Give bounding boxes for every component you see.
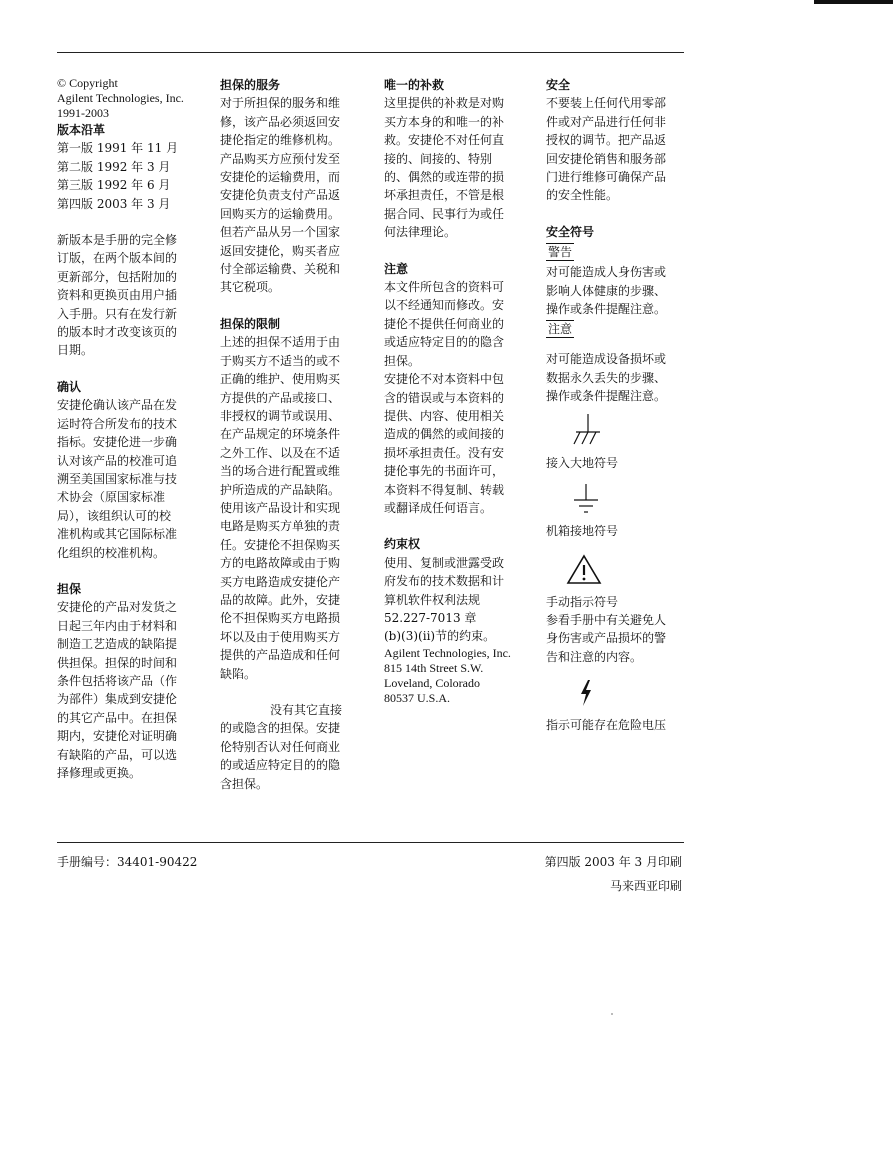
manual-part-number: 手册编号：34401-90422 xyxy=(57,855,198,869)
warning-text: 对可能造成人身伤害或 影响人体健康的步骤、 操作或条件提醒注意。 xyxy=(546,265,667,317)
scan-speck xyxy=(611,1013,613,1015)
warranty-heading: 担保 xyxy=(57,581,82,596)
bottom-rule xyxy=(57,842,684,843)
print-location: 马来西亚印刷 xyxy=(609,879,682,893)
rights-heading: 约束权 xyxy=(384,537,421,552)
safety-symbols-heading: 安全符号 xyxy=(546,224,595,239)
corner-mark xyxy=(814,0,893,4)
column-2 xyxy=(220,76,370,793)
rights-text: 使用、复制或泄露受政 府发布的技术数据和计 算机软件权利法规 52.227-7013 章 (b)(3)(ii)节的约束。 xyxy=(384,555,505,644)
high-voltage-icon xyxy=(564,676,604,710)
column-3 xyxy=(384,76,534,706)
remedy-heading: 唯一的补救 xyxy=(384,78,445,92)
manual-symbol-label: 手动指示符号 xyxy=(546,594,619,609)
warning-label: 警告 xyxy=(548,245,573,260)
print-date: 第四版 2003 年 3 月印刷 xyxy=(544,855,682,869)
column-4 xyxy=(546,76,696,735)
caution-text: 对可能造成设备损坏或 数据永久丢失的步骤、 操作或条件提醒注意。 xyxy=(546,352,667,404)
column-1 xyxy=(57,76,207,782)
earth-ground-label: 接入大地符号 xyxy=(546,455,619,470)
certification-text: 安捷伦确认该产品在发 运时符合所发布的技术 指标。安捷伦进一步确 认对该产品的校准可追 溯至美国国家标准与技 术协会（原国家标准 局），该组织认可的校 准机构或其它国际标准 化组织的校准机构。 xyxy=(57,398,178,560)
notice-text: 本文件所包含的资料可 以不经通知而修改。安 捷伦不提供任何商业的 或适应特定目的的隐含 担保。 安捷伦不对本资料中包 含的错误或与本资料的 提供、内容、使用相关 造成的偶然的或间接的 损坏承担责任。没有安 捷伦事先的书面许可， 本资料不得复制、转载 或翻译成任何语言。 xyxy=(384,280,505,515)
chassis-ground-icon xyxy=(564,482,604,516)
caution-triangle-icon xyxy=(564,553,604,587)
copyright-text: © Copyright Agilent Technologies, Inc. 1991-2003 xyxy=(57,76,184,120)
edition-heading: 版本沿革 xyxy=(57,123,106,137)
limitation-heading: 担保的限制 xyxy=(220,316,281,331)
voltage-symbol-label: 指示可能存在危险电压 xyxy=(546,718,667,733)
edition-note: 新版本是手册的完全修 订版，在两个版本间的 更新部分，包括附加的 资料和更换页由用户插 入手册。只有在发行新 的版本时才改变该页的 日期。 xyxy=(57,233,178,358)
address-text: Agilent Technologies, Inc. 815 14th Street S.W. Loveland, Colorado 80537 U.S.A. xyxy=(384,645,511,705)
safety-text: 不要装上任何代用零部 件或对产品进行任何非 授权的调节。把产品返 回安捷伦销售和服务部 门进行维修可确保产品 的安全性能。 xyxy=(546,96,667,203)
edition-list: 第一版 1991 年 11 月 第二版 1992 年 3 月 第三版 1992 年 6 月 第四版 2003 年 3 月 xyxy=(57,141,179,211)
limitation-text: 上述的担保不适用于由 于购买方不适当的或不 正确的维护、使用购买 方提供的产品或接口、 非授权的调节或误用、 在产品规定的环境条件 之外工作、以及在不适 当的场合进行配置或维 护所造成的产品缺陷。 使用该产品设计和实现 电路是购买方单独的责 任。安捷伦不担保购买 方的电路故障或由于购 买方电路造成安捷伦产 品的故障。此外，安捷 伦不担保购买方电路损 坏以及由于使用购买方 提供的产品造成和任何 缺陷。 xyxy=(220,335,341,681)
safety-heading: 安全 xyxy=(546,78,571,92)
limitation-text-2: 没有其它直接 的或隐含的担保。安捷 伦特别否认对任何商业 的或适应特定目的的隐 含担保。 xyxy=(220,703,343,791)
service-text: 对于所担保的服务和维 修，该产品必须返回安 捷伦指定的维修机构。 产品购买方应预付发至 安捷伦的运输费用，而 安捷伦负责支付产品返 回购买方的运输费用。 但若产品从另一个国家 返回安捷伦，购买者应 付全部运输费、关税和 其它税项。 xyxy=(220,96,341,295)
earth-ground-icon xyxy=(564,412,604,448)
warranty-text: 安捷伦的产品对发货之 日起三年内由于材料和 制造工艺造成的缺陷提 供担保。担保的时间和 条件包括将该产品（作 为部件）集成到安捷伦 的其它产品中。在担保 期内，安捷伦对证明确 有缺陷的产品，可以选 择修理或更换。 xyxy=(57,600,178,780)
top-rule xyxy=(57,52,684,53)
service-heading: 担保的服务 xyxy=(220,78,281,92)
remedy-text: 这里提供的补救是对购 买方本身的和唯一的补 救。安捷伦不对任何直 接的、间接的、特别 的、偶然的或连带的损 坏承担责任，不管是根 据合同、民事行为或任 何法律理论。 xyxy=(384,96,505,240)
manual-symbol-text: 参看手册中有关避免人 身伤害或产品损坏的警 告和注意的内容。 xyxy=(546,612,667,664)
caution-label: 注意 xyxy=(548,322,573,337)
certification-heading: 确认 xyxy=(57,379,82,394)
chassis-ground-label: 机箱接地符号 xyxy=(546,524,619,539)
notice-heading: 注意 xyxy=(384,261,409,276)
